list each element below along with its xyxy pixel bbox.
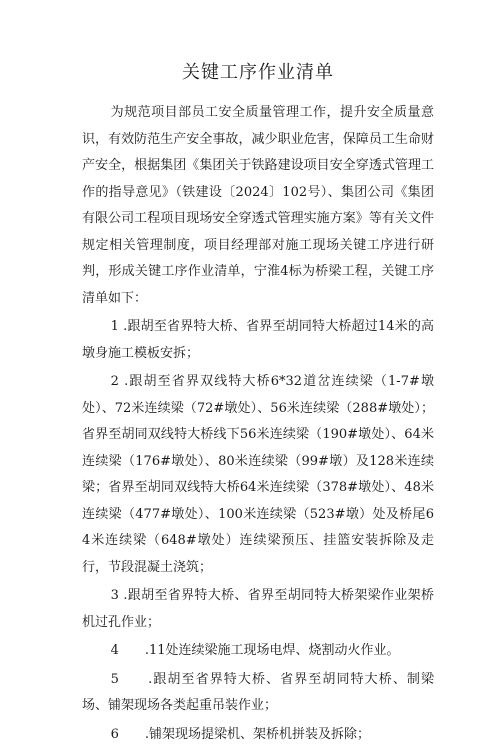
document-title: 关键工序作业清单 xyxy=(82,62,434,84)
list-item: 5 .跟胡至省界特大桥、省界至胡同特大桥、制梁场、铺架现场各类起重吊装作业； xyxy=(82,667,434,720)
list-item: 6 .铺架现场提梁机、架桥机拼装及拆除； xyxy=(82,722,434,748)
list-item: 4 .11处连续梁施工现场电焊、烧割动火作业。 xyxy=(82,638,434,665)
list-item: 2 .跟胡至省界双线特大桥6*32道岔连续梁（1-7#墩处）、72米连续梁（72#墩处）、56米连续梁（288#墩处）；省界至胡同双线特大桥线下56米连续梁（190#墩处）、64米连续梁（176#墩处）、80米连续梁（99#墩）及128米连续梁；省界至胡同双线特大桥64米连续梁（378#墩处）、48米连续梁（477#墩处）、100米连续梁（523#墩）处及桥尾64米连续梁（648#墩处）连续梁预压、挂篮安装拆除及走行，节段混凝土浇筑； xyxy=(82,369,434,581)
intro-paragraph: 为规范项目部员工安全质量管理工作，提升安全质量意识，有效防范生产安全事故，减少职业危害，保障员工生命财产安全，根据集团《集团关于铁路建设项目安全穿透式管理工作的指导意见》（铁建设〔2024〕102号）、集团公司《集团有限公司工程项目现场安全穿透式管理实施方案》等有关文件规定相关管理制度，项目经理部对施工现场关键工序进行研判，形成关键工序作业清单，宁淮4标为桥梁工程，关键工序清单如下： xyxy=(82,100,434,312)
list-item: 1 .跟胡至省界特大桥、省界至胡同特大桥超过14米的高墩身施工模板安拆； xyxy=(82,314,434,367)
list-item: 3 .跟胡至省界特大桥、省界至胡同特大桥架梁作业架桥机过孔作业； xyxy=(82,583,434,636)
